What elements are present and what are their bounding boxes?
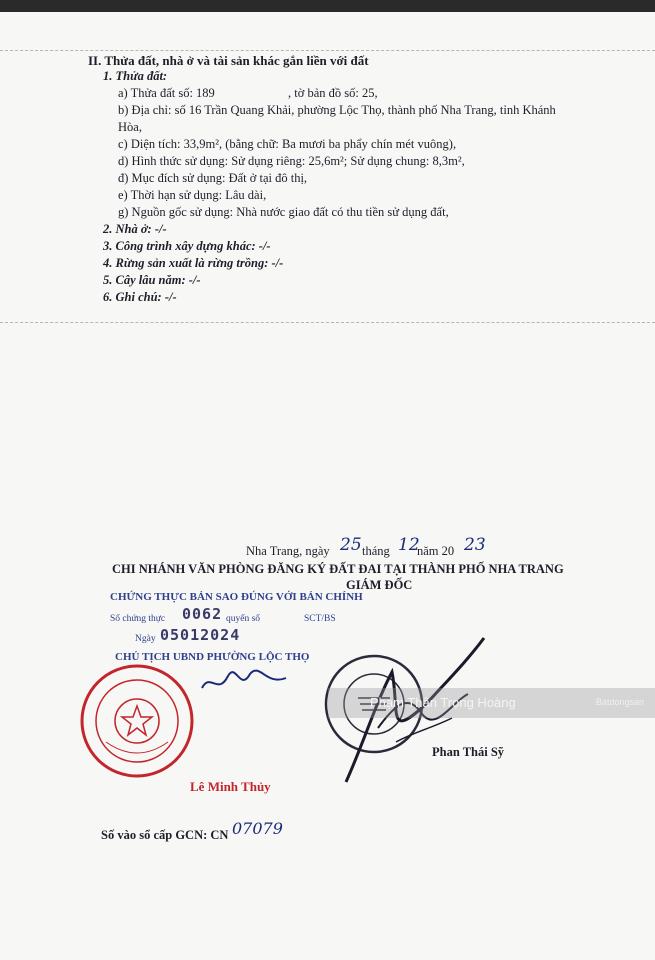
item-b-line1: b) Địa chỉ: số 16 Trần Quang Khải, phường Lộc Thọ, thành phố Nha Trang, tỉnh Khánh bbox=[118, 103, 556, 117]
registry-label: Số vào sổ cấp GCN: CN bbox=[101, 828, 229, 842]
item-c: c) Diện tích: 33,9m², (bằng chữ: Ba mươi ba phẩy chín mét vuông), bbox=[118, 137, 457, 151]
date-year-label: năm 20 bbox=[417, 544, 455, 558]
certify-title: CHỨNG THỰC BẢN SAO ĐÚNG VỚI BẢN CHÍNH bbox=[110, 591, 363, 603]
dashed-divider-bottom bbox=[0, 322, 655, 323]
watermark-text: Phạm Thân Trọng Hoàng bbox=[370, 695, 516, 710]
signer-name: Phan Thái Sỹ bbox=[432, 745, 505, 759]
director-title: GIÁM ĐỐC bbox=[346, 578, 413, 592]
seal-left bbox=[78, 662, 196, 780]
top-bar bbox=[0, 0, 655, 12]
item-a-map: , tờ bản đồ số: 25, bbox=[288, 86, 378, 100]
dashed-divider-top bbox=[0, 50, 655, 51]
item-5: 5. Cây lâu năm: -/- bbox=[103, 273, 201, 287]
certify-book-label: quyển số bbox=[226, 614, 261, 624]
date-month-label: tháng bbox=[362, 544, 390, 558]
date-prefix: Nha Trang, ngày bbox=[246, 544, 330, 558]
registry-value: 07079 bbox=[232, 819, 283, 838]
chairman-name: Lê Minh Thủy bbox=[190, 779, 271, 794]
item-3: 3. Công trình xây dựng khác: -/- bbox=[103, 239, 271, 253]
certify-date-label: Ngày bbox=[135, 634, 156, 644]
agency-name: CHI NHÁNH VĂN PHÒNG ĐĂNG KÝ ĐẤT ĐAI TẠI THÀNH PHỐ NHA TRANG bbox=[112, 562, 564, 576]
section-title: II. Thửa đất, nhà ở và tài sản khác gắn liền với đất bbox=[88, 53, 369, 68]
certify-chairman: CHỦ TỊCH UBND PHƯỜNG LỘC THỌ bbox=[115, 651, 310, 663]
item-a: a) Thửa đất số: 189 bbox=[118, 86, 215, 100]
date-month: 12 bbox=[398, 535, 420, 555]
item-g: g) Nguồn gốc sử dụng: Nhà nước giao đất có thu tiền sử dụng đất, bbox=[118, 205, 449, 219]
item-dd: đ) Mục đích sử dụng: Đất ở tại đô thị, bbox=[118, 171, 308, 185]
date-year: 23 bbox=[464, 535, 486, 555]
item-1-heading: 1. Thửa đất: bbox=[103, 69, 168, 83]
item-2: 2. Nhà ở: -/- bbox=[103, 222, 167, 236]
item-b-line2: Hòa, bbox=[118, 120, 142, 134]
watermark-logo: Batdongsan bbox=[596, 697, 645, 707]
item-6: 6. Ghi chú: -/- bbox=[103, 290, 177, 304]
certify-number: 0062 bbox=[182, 605, 223, 623]
certify-number-label: Số chứng thực bbox=[110, 614, 166, 624]
date-day: 25 bbox=[340, 535, 362, 555]
item-e: e) Thời hạn sử dụng: Lâu dài, bbox=[118, 188, 267, 202]
item-4: 4. Rừng sản xuất là rừng trồng: -/- bbox=[103, 256, 284, 270]
item-d: d) Hình thức sử dụng: Sử dụng riêng: 25,6m²; Sử dụng chung: 8,3m², bbox=[118, 154, 465, 168]
certify-book-value: SCT/BS bbox=[304, 614, 336, 624]
certify-date-value: 05012024 bbox=[160, 626, 241, 644]
